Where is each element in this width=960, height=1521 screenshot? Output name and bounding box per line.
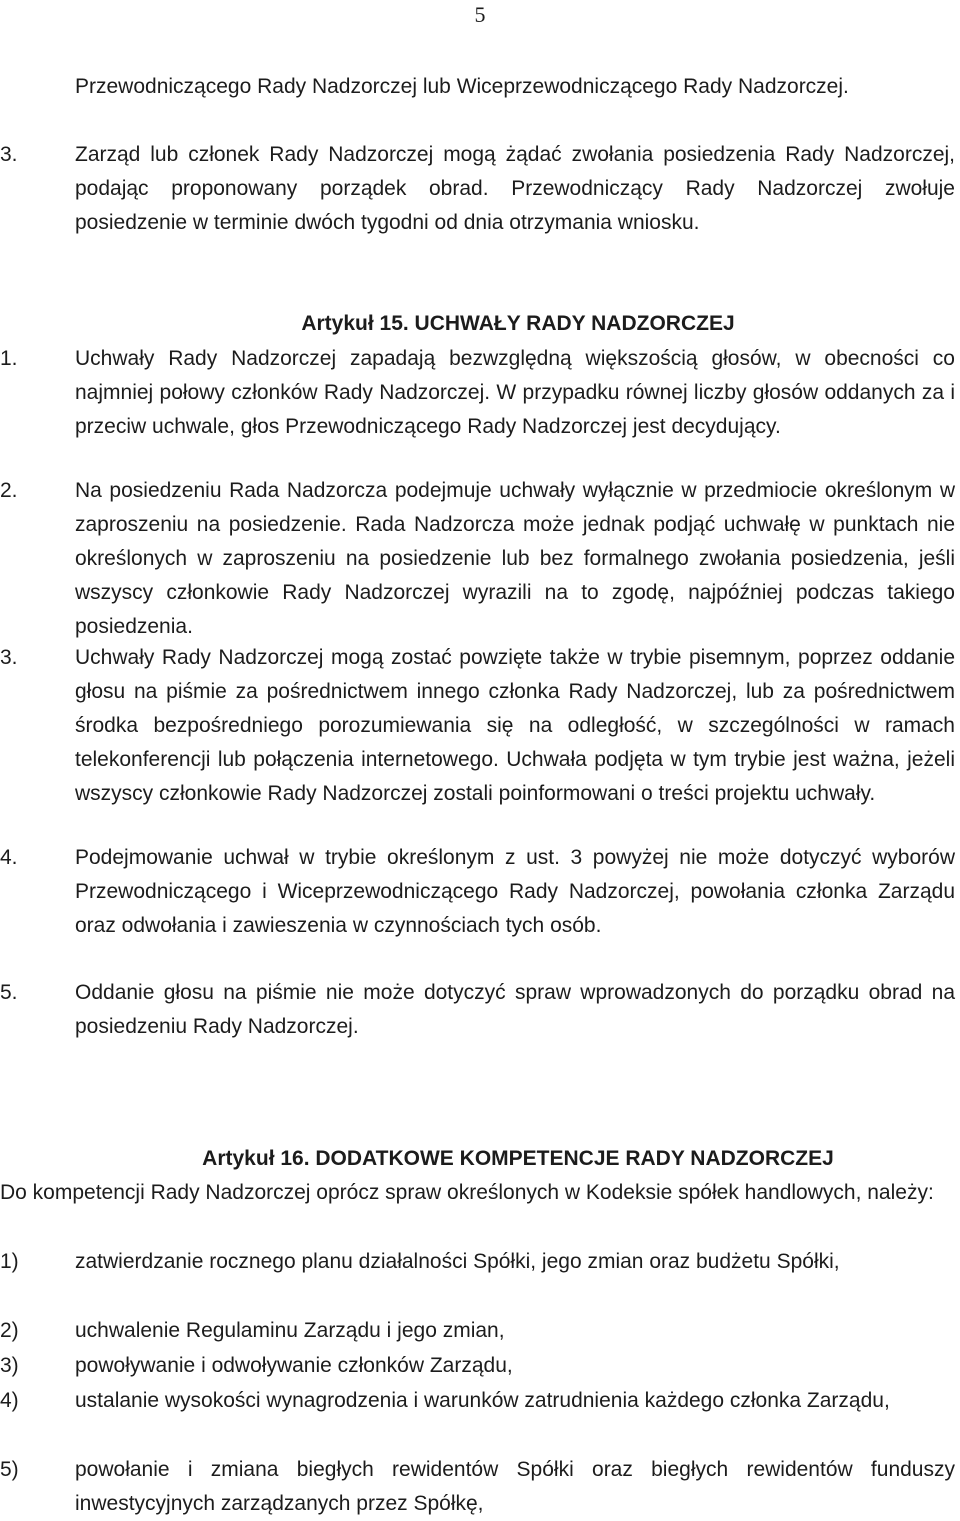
art16-intro: Do kompetencji Rady Nadzorczej oprócz spraw określonych w Kodeksie spółek handlowych, należy:	[0, 1181, 934, 1204]
item-number: 5.	[0, 981, 18, 1004]
list-text: ustalanie wysokości wynagrodzenia i warunków zatrudnienia każdego członka Zarządu,	[75, 1389, 890, 1412]
item-text: Zarząd lub członek Rady Nadzorczej mogą żądać zwołania posiedzenia Rady Nadzorczej, podając proponowany porządek obrad. Przewodniczący Rady Nadzorczej zwołuje posiedzenie w terminie dwóch tygodni od dnia otrzymania wniosku.	[75, 143, 955, 234]
item-number: 4.	[0, 846, 18, 869]
item-text: Oddanie głosu na piśmie nie może dotyczyć spraw wprowadzonych do porządku obrad na posiedzeniu Rady Nadzorczej.	[75, 981, 955, 1038]
list-number: 3)	[0, 1354, 19, 1377]
list-text: uchwalenie Regulaminu Zarządu i jego zmian,	[75, 1319, 505, 1342]
item-text: Uchwały Rady Nadzorczej mogą zostać powzięte także w trybie pisemnym, poprzez oddanie głosu na piśmie za pośrednictwem innego członka Rady Nadzorczej, lub za pośrednictwem środka bezpośredniego porozumiewania się na odległość, w szczególności w ramach telekonferencji lub połączenia internetowego. Uchwała podjęta w tym trybie jest ważna, jeżeli wszyscy członkowie Rady Nadzorczej zostali poinformowani o treści projektu uchwały.	[75, 646, 955, 805]
item-text: Na posiedzeniu Rada Nadzorcza podejmuje uchwały wyłącznie w przedmiocie określonym w zaproszeniu na posiedzenie. Rada Nadzorcza może jednak podjąć uchwałę w punktach nie określonych w zaproszeniu na posiedzenie lub bez formalnego zwołania posiedzenia, jeśli wszyscy członkowie Rady Nadzorczej wyrazili na to zgodę, najpóźniej podczas takiego posiedzenia.	[75, 479, 955, 638]
item-text: Uchwały Rady Nadzorczej zapadają bezwzględną większością głosów, w obecności co najmniej połowy członków Rady Nadzorczej. W przypadku równej liczby głosów oddanych za i przeciw uchwale, głos Przewodniczącego Rady Nadzorczej jest decydujący.	[75, 347, 955, 438]
item-number: 1.	[0, 347, 18, 370]
list-text: powoływanie i odwoływanie członków Zarządu,	[75, 1354, 513, 1377]
list-number: 5)	[0, 1458, 19, 1481]
item-number: 2.	[0, 479, 18, 502]
page-number: 5	[474, 2, 486, 27]
list-number: 4)	[0, 1389, 19, 1412]
item-text: Podejmowanie uchwał w trybie określonym z ust. 3 powyżej nie może dotyczyć wyborów Przewodniczącego i Wiceprzewodniczącego Rady Nadzorczej, powołania członka Zarządu oraz odwołania i zawieszenia w czynnościach tych osób.	[75, 846, 955, 937]
list-text: powołanie i zmiana biegłych rewidentów Spółki oraz biegłych rewidentów funduszy inwestycyjnych zarządzanych przez Spółkę,	[75, 1458, 955, 1515]
list-number: 1)	[0, 1250, 19, 1273]
art15-heading: Artykuł 15. UCHWAŁY RADY NADZORCZEJ	[301, 312, 735, 335]
list-text: zatwierdzanie rocznego planu działalności Spółki, jego zmian oraz budżetu Spółki,	[75, 1250, 840, 1273]
item-number: 3.	[0, 646, 18, 669]
list-number: 2)	[0, 1319, 19, 1342]
item-number: 3.	[0, 143, 18, 166]
continuation-paragraph: Przewodniczącego Rady Nadzorczej lub Wiceprzewodniczącego Rady Nadzorczej.	[75, 75, 849, 98]
art16-heading: Artykuł 16. DODATKOWE KOMPETENCJE RADY NADZORCZEJ	[202, 1147, 834, 1170]
